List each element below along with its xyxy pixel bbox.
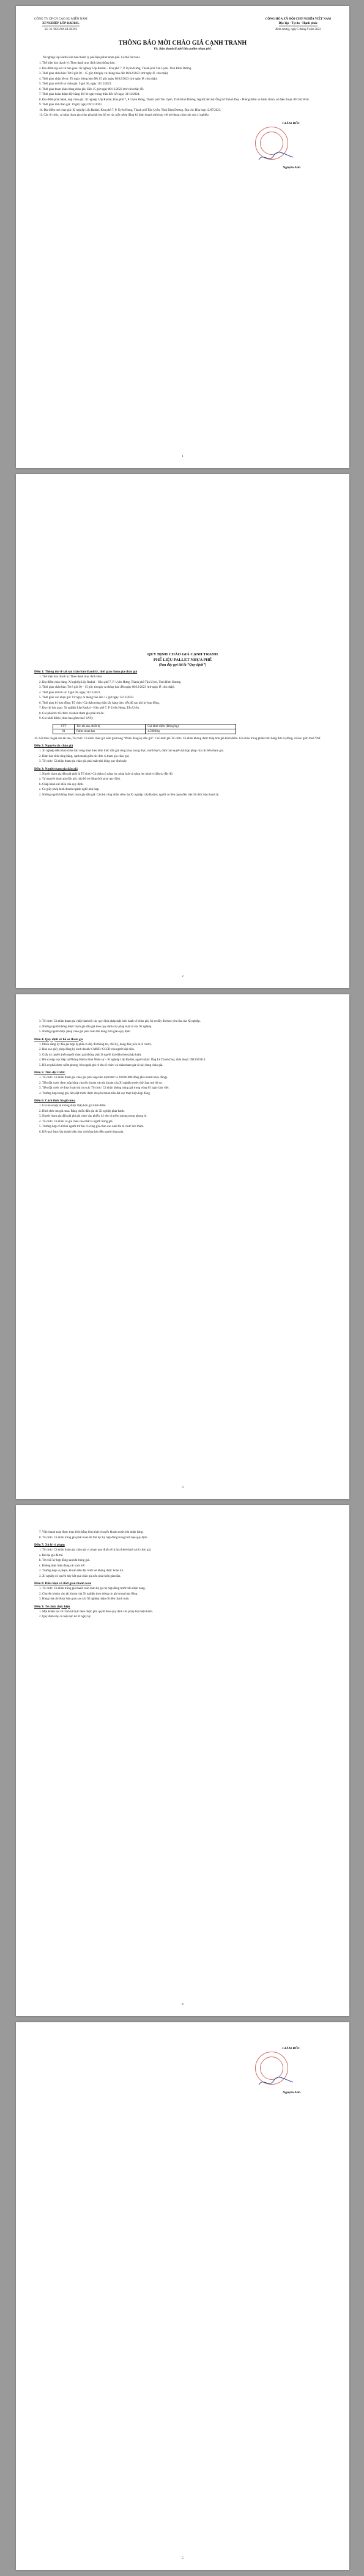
nation-line1: CỘNG HÒA XÃ HỘI CHỦ NGHĨA VIỆT NAM bbox=[265, 17, 331, 21]
article-7-item: 1. Tổ chức/ Cá nhân tham gia chào giá vi phạm quy định sẽ bị loại khỏi danh sách chào giá. bbox=[39, 1549, 152, 1552]
page-number: 5 bbox=[182, 2557, 184, 2560]
article-6-item: 4. Tổ chức/ Cá nhân có giá chào cao nhất là người trúng giá. bbox=[39, 1120, 113, 1123]
notice-item: 5. Thời gian mở hồ sơ chào giá: 9 giờ 30, ngày 11/12/2023. bbox=[39, 83, 112, 86]
page-1 bbox=[16, 6, 349, 468]
table-cell: 01 bbox=[53, 729, 75, 734]
article-3-cont: 4. Những người không được tham gia đấu giá theo quy định của pháp luật và của Xí nghiệp. bbox=[39, 1025, 152, 1029]
article-3-title: Điều 3: Người tham gia đấu giá bbox=[34, 767, 78, 771]
article-9-item: 2. Quy định này có hiệu lực kể từ ngày ký. bbox=[39, 1615, 92, 1618]
article-8-item: 1. Tổ chức/ Cá nhân trúng giá thanh toán toàn bộ giá trị hợp đồng trước khi nhận hàng. bbox=[39, 1587, 146, 1590]
page-number: 2 bbox=[182, 975, 184, 978]
article-1-item: 4. Thời gian mở hồ sơ: 9 giờ 30, ngày 11/12/2023. bbox=[39, 691, 101, 694]
table-header-cell: Tên tài sản, thiết bị bbox=[75, 724, 146, 729]
article-4-item: 5. Hồ sơ phải được niêm phong, bên ngoài ghi rõ tên tổ chức/ cá nhân tham gia và nội dung chào giá. bbox=[39, 1063, 163, 1067]
article-6-item: 2. Hình thức trả giá mua: Bằng phiếu đấu giá do Xí nghiệp phát hành. bbox=[39, 1109, 125, 1113]
notice-item: 9. Thời gian mở chào giá: 10 giờ, ngày 09/12/2023. bbox=[39, 103, 103, 106]
article-3-cont: 5. Những người được phép chào giá phải tuân thủ đúng thời gian quy định. bbox=[39, 1030, 131, 1033]
signature-block bbox=[34, 122, 331, 177]
article-7-item: a. Rút lại giá đã trả. bbox=[39, 1554, 64, 1557]
article-7-item: b. Từ chối ký hợp đồng sau khi trúng giá. bbox=[39, 1559, 90, 1562]
notice-item: 7. Thời gian hoàn thành lấy hàng: Kể từ ngày trúng thầu đến hết ngày 31/12/2024. bbox=[39, 93, 140, 96]
article-5-item: 3. Tiền đặt trước sẽ được hoàn trả cho các Tổ chức/ Cá nhân không trúng giá trong vòng 05 ngày làm việc. bbox=[39, 1087, 170, 1090]
article-4-item: 3. Giấy ủy quyền (nếu người tham gia không phải là người đại diện theo pháp luật). bbox=[39, 1053, 142, 1057]
page-2 bbox=[16, 474, 349, 988]
rules-title-3: (Sau đây gọi tắt là “Quy định”) bbox=[158, 663, 207, 668]
article-3-cont: 3. Tổ chức/ Cá nhân tham gia chấp hành tốt các quy định pháp luật hiện hành về chào giá, hồ sơ đầy đủ theo yêu cầu của Xí nghiệp. bbox=[39, 1020, 201, 1023]
article-1-item: 2. Địa điểm chào hàng: Xí nghiệp Lốp Radial – Khu phố 7, P. Uyên Hưng, Thành phố Tân Uyên, Tỉnh Bình Dương. bbox=[39, 680, 182, 684]
article-3-item: 2. Những người không được tham gia đấu giá: Cán bộ công nhân viên của Xí nghiệp Lốp Radial; người có liên quan đến việc tổ chức bán thanh lý. bbox=[39, 793, 220, 797]
notice-item: 6. Thời gian tham khảo bảng chào giá: Đến 15 giờ ngày 08/12/2023 (trừ chủ nhật, lễ). bbox=[39, 87, 144, 91]
article-4-title: Điều 4: Quy định về hồ sơ tham gia bbox=[34, 1037, 83, 1041]
page-3 bbox=[16, 994, 349, 1499]
article-6-item: 1. Giá mua hợp lệ không được thấp hơn giá khởi điểm. bbox=[39, 1104, 106, 1107]
notice-items bbox=[34, 61, 331, 118]
table-cell: Pallet nhựa hạt bbox=[75, 729, 146, 734]
signer-role: GIÁM ĐỐC bbox=[282, 2047, 300, 2050]
table-header-row bbox=[53, 724, 236, 729]
page-5 bbox=[16, 2022, 349, 2570]
article-4-item: 2. Bản sao giấy phép đăng ký kinh doanh/ CMND/ CCCD của người đại diện. bbox=[39, 1048, 135, 1051]
nation-line2: Độc lập - Tự do - Hạnh phúc bbox=[266, 21, 331, 26]
article-6-item: 5. Trường hợp có từ hai người trở lên có cùng giá chào cao nhất thì tổ chức bốc thăm. bbox=[39, 1125, 144, 1128]
article-6-cont: 8. Tổ chức/ Cá nhân trúng giá phải hoàn tất thủ tục ký hợp đồng trong thời hạn quy định. bbox=[39, 1536, 148, 1539]
company-line1: CÔNG TY CP CN CAO SU MIỀN NAM bbox=[34, 17, 87, 21]
article-9-title: Điều 9: Tổ chức thực hiện bbox=[34, 1604, 70, 1609]
signer-role: GIÁM ĐỐC bbox=[282, 121, 300, 125]
article-6-item: 6. Kết quả được lập thành biên bản và thông báo đến người tham gia. bbox=[39, 1130, 124, 1134]
article-1-note: 10. Giá trên: là giá của tài sản, Tổ chức/ Cá nhân chào giá năm giá trong “Phiếu đăng ký đấu giá”. Các mức giá Tổ chức/ Cá nhân không được thấp hơn giá khởi điểm. Giá chào trong phiếu tính bằng đơn vị đồng, có bao gồm thuế VAT. bbox=[34, 737, 321, 740]
article-3-item: b. Chấp hành các điều của quy định. bbox=[39, 783, 84, 786]
article-7-item: c. Không thực hiện đúng các cam kết. bbox=[39, 1564, 86, 1568]
article-1-item: 3. Thời gian chào bán: Từ 8 giờ 30 – 15 giờ, từ ngày ra thông báo đến ngày 08/12/2023 (trừ ngày lễ, chủ nhật). bbox=[39, 686, 175, 690]
notice-subtitle: Về: Bán thanh lý phế liệu pallet nhựa phế. bbox=[153, 47, 212, 51]
date-line: Bình dương, ngày 5 tháng 9 năm 2023 bbox=[275, 28, 321, 32]
article-1-item: 6. Thời gian ký hợp đồng: Tổ chức/ Cá nhân trúng thầu lấy hàng theo tiến độ sau khi ký hợp đồng. bbox=[39, 701, 160, 705]
article-5-item: 4. Trường hợp trúng giá, tiền đặt trước được chuyển thành tiền đặt cọc thực hiện hợp đồng. bbox=[39, 1092, 151, 1095]
starting-price-table bbox=[53, 724, 236, 734]
notice-item: 4. Thời gian nhận hồ sơ: Từ ngày thông báo đến 15 giờ, ngày 08/12/2023 (trừ ngày lễ, chủ nhật). bbox=[39, 77, 158, 81]
article-2-item: 3. Tổ chức/ Cá nhân tham gia chào giá phải tuân thủ đúng quy định này. bbox=[39, 760, 128, 764]
article-5-item: 2. Tiền đặt trước được nộp bằng chuyển khoản vào tài khoản của Xí nghiệp trước thời hạn mở hồ sơ. bbox=[39, 1081, 163, 1085]
header-left bbox=[34, 17, 87, 32]
signature-scribble bbox=[258, 2076, 294, 2088]
notice-item: 2. Địa điểm tập kết và bàn giao: Xí nghiệp Lốp Radial – Khu phố 7, P. Uyên Hưng, Thành phố Tân Uyên, Tỉnh Bình Dương. bbox=[39, 67, 192, 70]
page-4 bbox=[16, 1505, 349, 2016]
signature-scribble bbox=[258, 151, 294, 163]
article-8-title: Điều 8: Điều kiện và thời gian thanh toán bbox=[34, 1582, 92, 1585]
header-right bbox=[266, 17, 331, 32]
notice-item: 11. Các tổ chức, cá nhân tham gia chào giá phải lưu hồ sơ các giấy phép đăng ký kinh doanh phù hợp với nội dung chào bán của xí nghiệp. bbox=[39, 114, 209, 117]
article-4-item: 1. Phiếu đăng ký đấu giá hợp lệ phải có đầy đủ thông tin, chữ ký, đóng dấu (nếu là tổ chức). bbox=[39, 1043, 152, 1046]
header bbox=[34, 17, 331, 32]
article-5-item: 1. Tổ chức/ Cá nhân tham gia chào giá phải nộp tiền đặt trước là 20.000.000 đồng (Hai mươi triệu đồng). bbox=[39, 1076, 168, 1079]
article-1-item: 8. Giá phải trả: tổ chức/ cá nhân tham gia phải trả đủ. bbox=[39, 712, 105, 715]
signer-name: Nguyễn Anh bbox=[283, 2091, 300, 2094]
notice-item: 3. Thời gian chào bán: Từ 8 giờ 30 – 15 giờ, từ ngày và thông báo đến 08/12/2023 (trừ ngày lễ, chủ nhật). bbox=[39, 72, 169, 75]
article-7-item: 3. Xí nghiệp có quyền hủy kết quả chào giá nếu phát hiện gian lận. bbox=[39, 1574, 121, 1578]
notice-intro: Xí nghiệp lốp Radial cần bán thanh lý phế liệu pallet nhựa phế. Cụ thể như sau: bbox=[43, 56, 141, 59]
article-5-title: Điều 5: Tiền đặt trước bbox=[34, 1071, 65, 1074]
rules-title-2: PHẾ LIỆU PALLET NHỰA PHẾ bbox=[153, 658, 212, 663]
article-9-item: 1. Mọi khiếu nại về trình tự thực hiện được giải quyết theo quy định của pháp luật hiện hành. bbox=[39, 1610, 154, 1614]
signer-name: Nguyễn Anh bbox=[283, 165, 300, 169]
company-line2: XÍ NGHIỆP LỐP RADIAL bbox=[34, 21, 87, 26]
article-7-title: Điều 7: Xử lý vi phạm bbox=[34, 1543, 65, 1547]
signature-block bbox=[34, 2047, 331, 2102]
notice-item: 10. Địa điểm mở chào giá: Xí nghiệp Lốp Radial, Khu phố 7, P. Uyên Hưng, Thành phố Tân Uyên, Tỉnh Bình Dương. Địa chỉ: Hòa hợp 12/07/2023. bbox=[39, 108, 221, 112]
article-1-title: Điều 1: Thông tin về tài sản chào bán thanh lý, thời gian tham gia chào giá bbox=[34, 670, 138, 674]
article-1-item: 5. Thời gian xác nhận giá: Từ ngày ra thông báo đến 15 giờ ngày 12/12/2023. bbox=[39, 696, 135, 700]
article-6-cont: 7. Việc thanh toán được thực hiện bằng hình thức chuyển khoản trước khi nhận hàng. bbox=[39, 1531, 144, 1534]
rules-title-1: QUY ĐỊNH CHÀO GIÁ CẠNH TRANH bbox=[147, 652, 218, 657]
article-7-item: 2. Trường hợp vi phạm, khoản tiền đặt trước sẽ không được hoàn trả. bbox=[39, 1569, 124, 1573]
article-1-item: 9. Giá khởi điểm (chưa bao gồm thuế VAT): bbox=[39, 717, 94, 721]
table-header-cell: Giá khởi điểm (Đồng/kg) bbox=[146, 724, 236, 729]
article-2-item: 1. Xí nghiệp tiến hành chào bán công khai theo hình thức đấu giá công khai, trung thực, minh bạch, đảm bảo quyền lợi hợp pháp của các bên tham gia. bbox=[39, 750, 224, 753]
article-8-item: 3. Hàng hóa chỉ được bàn giao sau khi Xí nghiệp nhận đủ tiền thanh toán. bbox=[39, 1598, 130, 1601]
article-1-item: 7. Địa chỉ bàn giao: Xí nghiệp Lốp Radial – Khu phố 7, P. Uyên Hưng, Tân Uyên. bbox=[39, 707, 140, 710]
doc-number: Số: 32 /2023/XNLR-HCNS bbox=[44, 28, 78, 32]
article-4-item: 4. Hồ sơ nộp trực tiếp tại Phòng Hành chính Nhân sự – Xí nghiệp Lốp Radial, người nhận: Ông Lê Thành Duy, điện thoại: 0913623016. bbox=[39, 1059, 206, 1062]
page-number: 4 bbox=[182, 2003, 184, 2006]
notice-title: THÔNG BÁO MỜI CHÀO GIÁ CẠNH TRANH bbox=[118, 39, 247, 47]
article-8-item: 2. Chuyển khoản vào tài khoản của Xí nghiệp theo thông tin ghi trong hợp đồng. bbox=[39, 1592, 138, 1596]
notice-item: 1. Thể hiện bán thanh lý: Theo danh mục đính kèm thông báo. bbox=[39, 62, 116, 65]
page-number: 3 bbox=[182, 1486, 184, 1489]
article-3-item: c. Có giấy phép kinh doanh ngành nghề phù hợp. bbox=[39, 788, 100, 792]
table-header-cell: STT bbox=[53, 724, 75, 729]
notice-item: 8. Địa điểm phát hành, nộp chào giá: Xí nghiệp Lốp Radial, Khu phố 7, P. Uyên Hưng, Thành phố Tân Uyên, Tỉnh Bình Dương. Người liên hệ: Ông Lê Thành Duy - Phòng thẩm xe hành chính, số điện thoại: 0913623016. bbox=[39, 98, 310, 102]
article-1-item: 1. Thể hiện bán thanh lý: Theo danh mục đính kèm. bbox=[39, 676, 103, 679]
table-row bbox=[53, 729, 236, 734]
table-cell: 4.500đ/kg bbox=[146, 729, 236, 734]
article-3-item: a. Tự nguyện tham gia đấu giá, nộp hồ sơ đúng thời gian quy định. bbox=[39, 778, 121, 781]
article-2-item: 2. Đảm bảo tính công bằng, cạnh tranh giữa các đơn vị tham gia chào giá. bbox=[39, 754, 130, 758]
article-2-title: Điều 2: Nguyên tắc chào giá bbox=[34, 744, 73, 748]
article-6-item: 3. Người tham gia đấu giá ghi giá chào vào phiếu, ký tên và niêm phong trong phong bì. bbox=[39, 1115, 147, 1118]
page-number: 1 bbox=[182, 455, 184, 458]
article-6-title: Điều 6: Cách thức bỏ giá mua bbox=[34, 1099, 76, 1103]
article-3-item: 1. Người tham gia đấu giá phải là Tổ chức/ Cá nhân có năng lực pháp luật và năng lực hành vi dân sự đầy đủ. bbox=[39, 772, 173, 776]
